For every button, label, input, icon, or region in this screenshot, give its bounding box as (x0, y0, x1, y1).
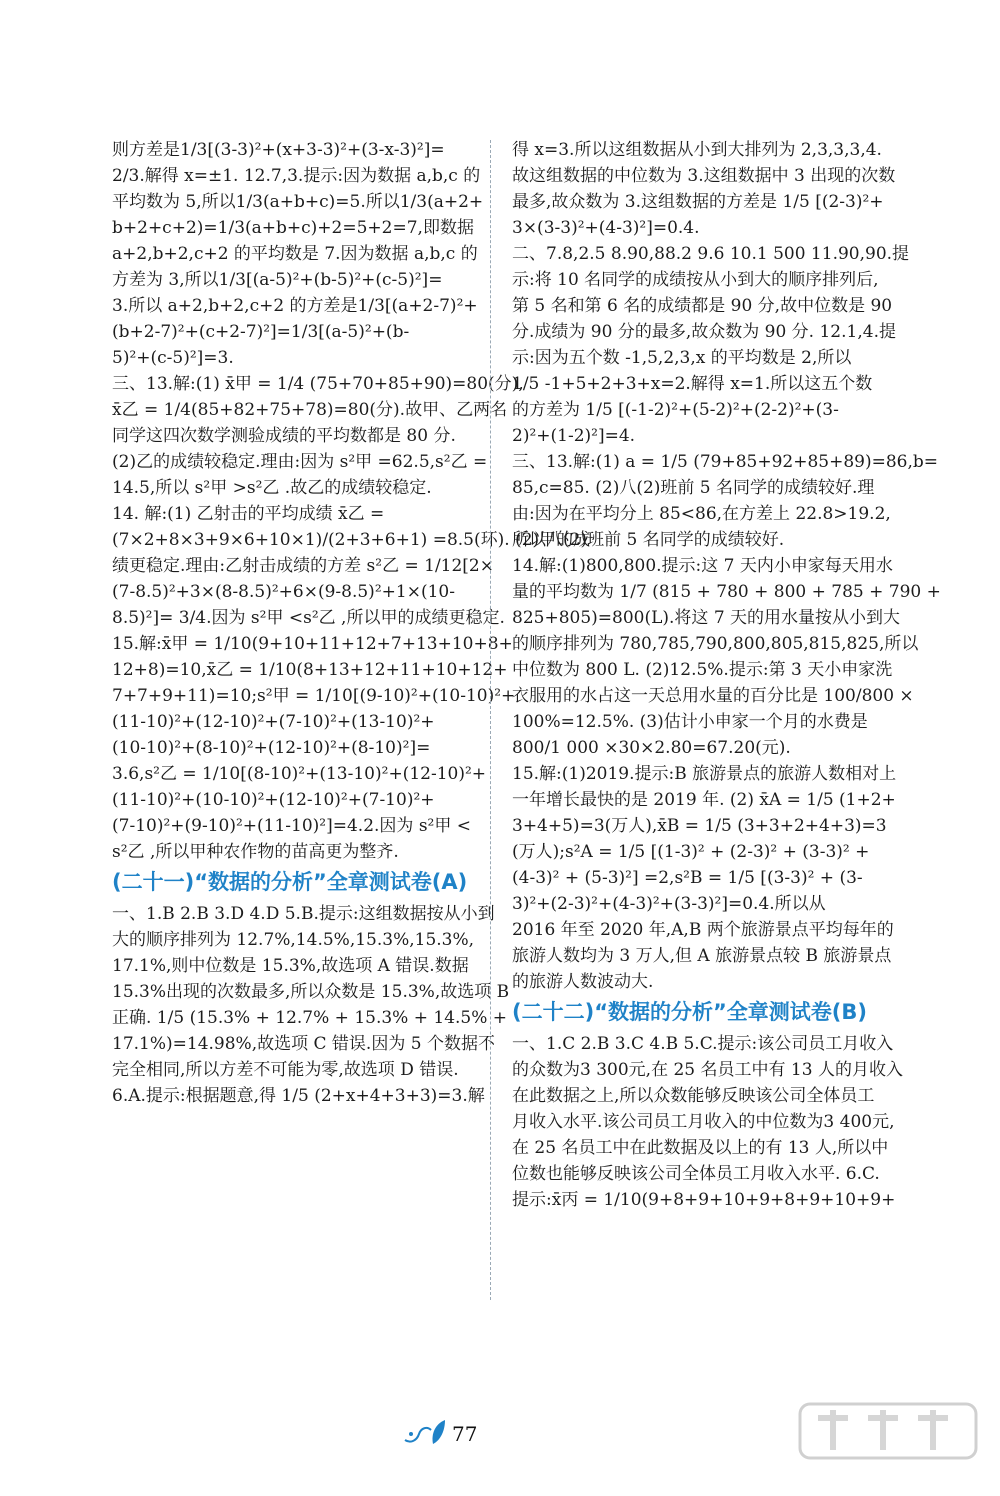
text-line: 的旅游人数波动大. (512, 972, 654, 992)
text-line: 100%=12.5%. (3)估计小申家一个月的水费是 (512, 712, 868, 732)
text-line: 所以八(2)班前 5 名同学的成绩较好. (512, 530, 785, 550)
text-line: 量的平均数为 1/7 (815 + 780 + 800 + 785 + 790 + (512, 582, 941, 602)
text-line: 12+8)=10,x̄乙 = 1/10(8+13+12+11+10+12+ (112, 660, 508, 680)
text-line: 分.成绩为 90 分的最多,故众数为 90 分. 12.1,4.提 (512, 322, 896, 342)
text-line: 一、1.B 2.B 3.D 4.D 5.B.提示:这组数据按从小到 (112, 904, 495, 924)
text-line: 第 5 名和第 6 名的成绩都是 90 分,故中位数是 90 (512, 296, 893, 316)
text-line: (万人);s²A = 1/5 [(1-3)² + (2-3)² + (3-3)² + (512, 842, 870, 862)
text-line: 15.解:x̄甲 = 1/10(9+10+11+12+7+13+10+8+ (112, 634, 513, 654)
text-line: 3)²+(2-3)²+(4-3)²+(3-3)²]=0.4.所以从 (512, 894, 826, 914)
text-line: 方差为 3,所以1/3[(a-5)²+(b-5)²+(c-5)²]= (112, 270, 443, 290)
text-line: 3.所以 a+2,b+2,c+2 的方差是1/3[(a+2-7)²+ (112, 296, 478, 316)
section-heading-test-b: (二十二)“数据的分析”全章测试卷(B) (512, 1000, 867, 1024)
text-line: 三、13.解:(1) a = 1/5 (79+85+92+85+89)=86,b= (512, 452, 939, 472)
text-line: 三、13.解:(1) x̄甲 = 1/4 (75+70+85+90)=80(分), (112, 374, 524, 394)
text-line: 2016 年至 2020 年,A,B 两个旅游景点平均每年的 (512, 920, 894, 940)
text-line: 17.1%)=14.98%,故选项 C 错误.因为 5 个数据不 (112, 1034, 495, 1054)
section-heading-test-a: (二十一)“数据的分析”全章测试卷(A) (112, 870, 468, 894)
text-line: 14. 解:(1) 乙射击的平均成绩 x̄乙 = (112, 504, 385, 524)
text-line: a+2,b+2,c+2 的平均数是 7.因为数据 a,b,c 的 (112, 244, 478, 264)
text-line: 中位数为 800 L. (2)12.5%.提示:第 3 天小申家洗 (512, 660, 893, 680)
right-column-test-b-answers (512, 1034, 903, 1210)
text-line: 旅游人数均为 3 万人,但 A 旅游景点较 B 旅游景点 (512, 946, 892, 966)
text-line: 完全相同,所以方差不可能为零,故选项 D 错误. (112, 1060, 459, 1080)
text-line: 14.解:(1)800,800.提示:这 7 天内小申家每天用水 (512, 556, 893, 576)
text-line: 绩更稳定.理由:乙射击成绩的方差 s²乙 = 1/12[2× (112, 556, 494, 576)
text-line: (7-8.5)²+3×(8-8.5)²+6×(9-8.5)²+1×(10- (112, 582, 455, 602)
column-divider (490, 140, 491, 1300)
text-line: 2/3.解得 x=±1. 12.7,3.提示:因为数据 a,b,c 的 (112, 166, 481, 186)
page-number: 77 (452, 1422, 478, 1446)
text-line: 825+805)=800(L).将这 7 天的用水量按从小到大 (512, 608, 901, 628)
text-line: 位数也能够反映该公司全体员工月收入水平. 6.C. (512, 1164, 880, 1184)
text-line: 15.3%出现的次数最多,所以众数是 15.3%,故选项 B (112, 982, 510, 1002)
text-line: 一、1.C 2.B 3.C 4.B 5.C.提示:该公司员工月收入 (512, 1034, 894, 1054)
text-line: (b+2-7)²+(c+2-7)²]=1/3[(a-5)²+(b- (112, 322, 410, 342)
text-line: 3×(3-3)²+(4-3)²]=0.4. (512, 218, 700, 238)
text-line: 3.6,s²乙 = 1/10[(8-10)²+(13-10)²+(12-10)²+ (112, 764, 487, 784)
text-line: 月收入水平.该公司员工月收入的中位数为3 400元, (512, 1112, 895, 1132)
leaf-ornament-icon (403, 1418, 447, 1446)
text-line: 由:因为在平均分上 85<86,在方差上 22.8>19.2, (512, 504, 891, 524)
text-line: (7×2+8×3+9×6+10×1)/(2+3+6+1) =8.5(环). (2)甲的成 (112, 530, 591, 550)
text-line: (7-10)²+(9-10)²+(11-10)²]=4.2.因为 s²甲 < (112, 816, 472, 836)
text-line: 的方差为 1/5 [(-1-2)²+(5-2)²+(2-2)²+(3- (512, 400, 839, 420)
text-line: 的顺序排列为 780,785,790,800,805,815,825,所以 (512, 634, 919, 654)
text-line: s²乙 ,所以甲种农作物的苗高更为整齐. (112, 842, 399, 862)
text-line: 在 25 名员工中在此数据及以上的有 13 人,所以中 (512, 1138, 889, 1158)
text-line: 3+4+5)=3(万人),x̄B = 1/5 (3+3+2+4+3)=3 (512, 816, 887, 836)
text-line: 17.1%,则中位数是 15.3%,故选项 A 错误.数据 (112, 956, 469, 976)
text-line: 6.A.提示:根据题意,得 1/5 (2+x+4+3+3)=3.解 (112, 1086, 485, 1106)
text-line: (11-10)²+(12-10)²+(7-10)²+(13-10)²+ (112, 712, 435, 732)
text-line: 在此数据之上,所以众数能够反映该公司全体员工 (512, 1086, 875, 1106)
text-line: 大的顺序排列为 12.7%,14.5%,15.3%,15.3%, (112, 930, 475, 950)
text-line: 得 x=3.所以这组数据从小到大排列为 2,3,3,3,4. (512, 140, 882, 160)
text-line: (10-10)²+(8-10)²+(12-10)²+(8-10)²]= (112, 738, 431, 758)
text-line: 衣服用的水占这一天总用水量的百分比是 100/800 × (512, 686, 914, 706)
text-line: 二、7.8,2.5 8.90,88.2 9.6 10.1 500 11.90,90.提 (512, 244, 910, 264)
text-line: 示:将 10 名同学的成绩按从小到大的顺序排列后, (512, 270, 879, 290)
text-line: 一年增长最快的是 2019 年. (2) x̄A = 1/5 (1+2+ (512, 790, 896, 810)
text-line: (11-10)²+(10-10)²+(12-10)²+(7-10)²+ (112, 790, 435, 810)
text-line: 正确. 1/5 (15.3% + 12.7% + 15.3% + 14.5% + (112, 1008, 508, 1028)
text-line: (4-3)² + (5-3)²] =2,s²B = 1/5 [(3-3)² + (3- (512, 868, 863, 888)
text-line: 8.5)²]= 3/4.因为 s²甲 <s²乙 ,所以甲的成绩更稳定. (112, 608, 505, 628)
text-line: 85,c=85. (2)八(2)班前 5 名同学的成绩较好.理 (512, 478, 875, 498)
text-line: 最多,故众数为 3.这组数据的方差是 1/5 [(2-3)²+ (512, 192, 884, 212)
text-line: 800/1 000 ×30×2.80=67.20(元). (512, 738, 791, 758)
text-line: b+2+c+2)=1/3(a+b+c)+2=5+2=7,即数据 (112, 218, 474, 238)
text-line: 提示:x̄丙 = 1/10(9+8+9+10+9+8+9+10+9+ (512, 1190, 896, 1210)
text-line: 15.解:(1)2019.提示:B 旅游景点的旅游人数相对上 (512, 764, 897, 784)
text-line: 5)²+(c-5)²]=3. (112, 348, 234, 368)
text-line: 1/5 -1+5+2+3+x=2.解得 x=1.所以这五个数 (512, 374, 873, 394)
text-line: 平均数为 5,所以1/3(a+b+c)=5.所以1/3(a+2+ (112, 192, 484, 212)
text-line: 7+7+9+11)=10;s²甲 = 1/10[(9-10)²+(10-10)²+ (112, 686, 516, 706)
text-line: 示:因为五个数 -1,5,2,3,x 的平均数是 2,所以 (512, 348, 852, 368)
text-line: 同学这四次数学测验成绩的平均数都是 80 分. (112, 426, 456, 446)
text-line: 则方差是1/3[(3-3)²+(x+3-3)²+(3-x-3)²]= (112, 140, 445, 160)
text-line: 2)²+(1-2)²]=4. (512, 426, 636, 446)
text-line: 14.5,所以 s²甲 >s²乙 .故乙的成绩较稳定. (112, 478, 432, 498)
right-column-solutions (512, 140, 941, 992)
text-line: 故这组数据的中位数为 3.这组数据中 3 出现的次数 (512, 166, 896, 186)
right-column (512, 140, 941, 1216)
left-column-test-a-answers (112, 904, 510, 1106)
text-line: 的众数为3 300元,在 25 名员工中有 13 人的月收入 (512, 1060, 903, 1080)
watermark-logo-icon (788, 1398, 988, 1490)
text-line: (2)乙的成绩较稳定.理由:因为 s²甲 =62.5,s²乙 = (112, 452, 488, 472)
text-line: x̄乙 = 1/4(85+82+75+78)=80(分).故甲、乙两名 (112, 400, 508, 420)
